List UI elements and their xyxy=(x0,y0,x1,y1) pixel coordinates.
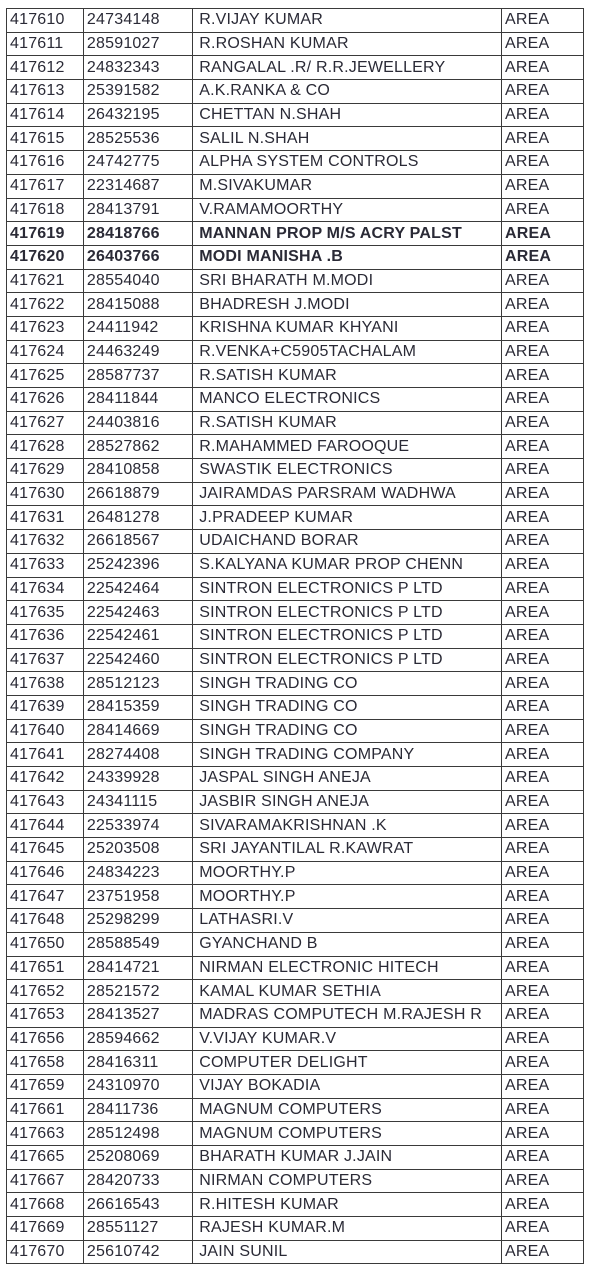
record-id-cell: 417627 xyxy=(7,411,84,435)
name-cell: R.VENKA+C5905TACHALAM xyxy=(193,340,502,364)
record-sheet xyxy=(6,8,584,1264)
table-row xyxy=(7,1146,584,1170)
type-cell: AREA xyxy=(501,1074,583,1098)
type-cell: AREA xyxy=(501,222,583,246)
type-cell: AREA xyxy=(501,1146,583,1170)
name-cell: R.VIJAY KUMAR xyxy=(193,9,502,33)
record-id-cell: 417614 xyxy=(7,103,84,127)
records-table xyxy=(6,8,584,1264)
name-cell: SRI JAYANTILAL R.KAWRAT xyxy=(193,838,502,862)
record-id-cell: 417611 xyxy=(7,32,84,56)
record-id-cell: 417633 xyxy=(7,553,84,577)
phone-number-cell: 28512123 xyxy=(83,672,192,696)
phone-number-cell: 28591027 xyxy=(83,32,192,56)
record-id-cell: 417625 xyxy=(7,364,84,388)
name-cell: NIRMAN COMPUTERS xyxy=(193,1169,502,1193)
record-id-cell: 417648 xyxy=(7,909,84,933)
name-cell: SIVARAMAKRISHNAN .K xyxy=(193,814,502,838)
record-id-cell: 417621 xyxy=(7,269,84,293)
phone-number-cell: 24832343 xyxy=(83,56,192,80)
record-id-cell: 417658 xyxy=(7,1051,84,1075)
name-cell: KAMAL KUMAR SETHIA xyxy=(193,980,502,1004)
name-cell: MOORTHY.P xyxy=(193,861,502,885)
type-cell: AREA xyxy=(501,174,583,198)
record-id-cell: 417635 xyxy=(7,601,84,625)
table-row xyxy=(7,340,584,364)
phone-number-cell: 28527862 xyxy=(83,435,192,459)
record-id-cell: 417668 xyxy=(7,1193,84,1217)
name-cell: ALPHA SYSTEM CONTROLS xyxy=(193,151,502,175)
name-cell: JASBIR SINGH ANEJA xyxy=(193,790,502,814)
table-row xyxy=(7,9,584,33)
table-row xyxy=(7,743,584,767)
type-cell: AREA xyxy=(501,1169,583,1193)
table-row xyxy=(7,245,584,269)
table-row xyxy=(7,790,584,814)
name-cell: R.HITESH KUMAR xyxy=(193,1193,502,1217)
name-cell: RAJESH KUMAR.M xyxy=(193,1217,502,1241)
type-cell: AREA xyxy=(501,838,583,862)
table-row xyxy=(7,56,584,80)
phone-number-cell: 28420733 xyxy=(83,1169,192,1193)
type-cell: AREA xyxy=(501,364,583,388)
name-cell: A.K.RANKA & CO xyxy=(193,80,502,104)
table-row xyxy=(7,482,584,506)
type-cell: AREA xyxy=(501,482,583,506)
phone-number-cell: 26618879 xyxy=(83,482,192,506)
record-id-cell: 417663 xyxy=(7,1122,84,1146)
type-cell: AREA xyxy=(501,648,583,672)
table-row xyxy=(7,1074,584,1098)
type-cell: AREA xyxy=(501,293,583,317)
phone-number-cell: 28588549 xyxy=(83,932,192,956)
phone-number-cell: 23751958 xyxy=(83,885,192,909)
phone-number-cell: 25391582 xyxy=(83,80,192,104)
phone-number-cell: 25242396 xyxy=(83,553,192,577)
name-cell: MAGNUM COMPUTERS xyxy=(193,1122,502,1146)
type-cell: AREA xyxy=(501,269,583,293)
record-id-cell: 417661 xyxy=(7,1098,84,1122)
table-row xyxy=(7,316,584,340)
phone-number-cell: 28410858 xyxy=(83,459,192,483)
phone-number-cell: 28594662 xyxy=(83,1027,192,1051)
record-id-cell: 417643 xyxy=(7,790,84,814)
name-cell: MODI MANISHA .B xyxy=(193,245,502,269)
phone-number-cell: 24310970 xyxy=(83,1074,192,1098)
name-cell: JASPAL SINGH ANEJA xyxy=(193,767,502,791)
phone-number-cell: 28525536 xyxy=(83,127,192,151)
table-row xyxy=(7,411,584,435)
type-cell: AREA xyxy=(501,601,583,625)
table-row xyxy=(7,980,584,1004)
phone-number-cell: 26403766 xyxy=(83,245,192,269)
name-cell: SALIL N.SHAH xyxy=(193,127,502,151)
record-id-cell: 417613 xyxy=(7,80,84,104)
record-id-cell: 417632 xyxy=(7,530,84,554)
table-row xyxy=(7,767,584,791)
table-row xyxy=(7,672,584,696)
name-cell: M.SIVAKUMAR xyxy=(193,174,502,198)
name-cell: MOORTHY.P xyxy=(193,885,502,909)
table-row xyxy=(7,1193,584,1217)
table-row xyxy=(7,601,584,625)
record-id-cell: 417640 xyxy=(7,719,84,743)
phone-number-cell: 28414721 xyxy=(83,956,192,980)
type-cell: AREA xyxy=(501,932,583,956)
table-row xyxy=(7,909,584,933)
type-cell: AREA xyxy=(501,80,583,104)
name-cell: BHADRESH J.MODI xyxy=(193,293,502,317)
type-cell: AREA xyxy=(501,672,583,696)
name-cell: KRISHNA KUMAR KHYANI xyxy=(193,316,502,340)
record-id-cell: 417637 xyxy=(7,648,84,672)
name-cell: R.SATISH KUMAR xyxy=(193,411,502,435)
phone-number-cell: 28413791 xyxy=(83,198,192,222)
type-cell: AREA xyxy=(501,198,583,222)
phone-number-cell: 24734148 xyxy=(83,9,192,33)
phone-number-cell: 28551127 xyxy=(83,1217,192,1241)
table-row xyxy=(7,506,584,530)
name-cell: CHETTAN N.SHAH xyxy=(193,103,502,127)
name-cell: SWASTIK ELECTRONICS xyxy=(193,459,502,483)
name-cell: SINTRON ELECTRONICS P LTD xyxy=(193,648,502,672)
type-cell: AREA xyxy=(501,506,583,530)
table-row xyxy=(7,577,584,601)
phone-number-cell: 24341115 xyxy=(83,790,192,814)
record-id-cell: 417612 xyxy=(7,56,84,80)
type-cell: AREA xyxy=(501,56,583,80)
record-id-cell: 417622 xyxy=(7,293,84,317)
record-id-cell: 417645 xyxy=(7,838,84,862)
table-row xyxy=(7,80,584,104)
type-cell: AREA xyxy=(501,9,583,33)
name-cell: SINGH TRADING CO xyxy=(193,695,502,719)
phone-number-cell: 28414669 xyxy=(83,719,192,743)
phone-number-cell: 28413527 xyxy=(83,1003,192,1027)
record-id-cell: 417669 xyxy=(7,1217,84,1241)
name-cell: BHARATH KUMAR J.JAIN xyxy=(193,1146,502,1170)
phone-number-cell: 28416311 xyxy=(83,1051,192,1075)
type-cell: AREA xyxy=(501,790,583,814)
table-row xyxy=(7,198,584,222)
name-cell: SINTRON ELECTRONICS P LTD xyxy=(193,624,502,648)
type-cell: AREA xyxy=(501,624,583,648)
phone-number-cell: 25610742 xyxy=(83,1240,192,1264)
name-cell: S.KALYANA KUMAR PROP CHENN xyxy=(193,553,502,577)
phone-number-cell: 26616543 xyxy=(83,1193,192,1217)
type-cell: AREA xyxy=(501,1098,583,1122)
record-id-cell: 417656 xyxy=(7,1027,84,1051)
phone-number-cell: 25203508 xyxy=(83,838,192,862)
type-cell: AREA xyxy=(501,151,583,175)
record-id-cell: 417624 xyxy=(7,340,84,364)
record-id-cell: 417659 xyxy=(7,1074,84,1098)
phone-number-cell: 24742775 xyxy=(83,151,192,175)
type-cell: AREA xyxy=(501,695,583,719)
record-id-cell: 417610 xyxy=(7,9,84,33)
record-id-cell: 417628 xyxy=(7,435,84,459)
phone-number-cell: 26432195 xyxy=(83,103,192,127)
table-row xyxy=(7,1027,584,1051)
table-row xyxy=(7,1169,584,1193)
type-cell: AREA xyxy=(501,245,583,269)
name-cell: V.RAMAMOORTHY xyxy=(193,198,502,222)
name-cell: LATHASRI.V xyxy=(193,909,502,933)
name-cell: UDAICHAND BORAR xyxy=(193,530,502,554)
type-cell: AREA xyxy=(501,814,583,838)
phone-number-cell: 28274408 xyxy=(83,743,192,767)
name-cell: R.ROSHAN KUMAR xyxy=(193,32,502,56)
type-cell: AREA xyxy=(501,1003,583,1027)
phone-number-cell: 24411942 xyxy=(83,316,192,340)
type-cell: AREA xyxy=(501,767,583,791)
table-row xyxy=(7,364,584,388)
phone-number-cell: 22542463 xyxy=(83,601,192,625)
type-cell: AREA xyxy=(501,577,583,601)
table-row xyxy=(7,127,584,151)
type-cell: AREA xyxy=(501,553,583,577)
record-id-cell: 417644 xyxy=(7,814,84,838)
type-cell: AREA xyxy=(501,411,583,435)
phone-number-cell: 22314687 xyxy=(83,174,192,198)
type-cell: AREA xyxy=(501,32,583,56)
table-row xyxy=(7,1217,584,1241)
phone-number-cell: 25298299 xyxy=(83,909,192,933)
type-cell: AREA xyxy=(501,743,583,767)
record-id-cell: 417667 xyxy=(7,1169,84,1193)
record-id-cell: 417638 xyxy=(7,672,84,696)
phone-number-cell: 28521572 xyxy=(83,980,192,1004)
type-cell: AREA xyxy=(501,1122,583,1146)
type-cell: AREA xyxy=(501,1217,583,1241)
phone-number-cell: 24339928 xyxy=(83,767,192,791)
type-cell: AREA xyxy=(501,127,583,151)
record-id-cell: 417617 xyxy=(7,174,84,198)
table-row xyxy=(7,174,584,198)
table-row xyxy=(7,1240,584,1264)
table-row xyxy=(7,553,584,577)
phone-number-cell: 28415359 xyxy=(83,695,192,719)
type-cell: AREA xyxy=(501,909,583,933)
type-cell: AREA xyxy=(501,103,583,127)
phone-number-cell: 25208069 xyxy=(83,1146,192,1170)
table-row xyxy=(7,1003,584,1027)
table-row xyxy=(7,151,584,175)
table-row xyxy=(7,459,584,483)
phone-number-cell: 26481278 xyxy=(83,506,192,530)
phone-number-cell: 22542464 xyxy=(83,577,192,601)
name-cell: NIRMAN ELECTRONIC HITECH xyxy=(193,956,502,980)
phone-number-cell: 24403816 xyxy=(83,411,192,435)
type-cell: AREA xyxy=(501,530,583,554)
type-cell: AREA xyxy=(501,340,583,364)
name-cell: R.SATISH KUMAR xyxy=(193,364,502,388)
table-row xyxy=(7,624,584,648)
phone-number-cell: 22542461 xyxy=(83,624,192,648)
name-cell: SINTRON ELECTRONICS P LTD xyxy=(193,601,502,625)
record-id-cell: 417670 xyxy=(7,1240,84,1264)
record-id-cell: 417631 xyxy=(7,506,84,530)
table-row xyxy=(7,269,584,293)
record-id-cell: 417646 xyxy=(7,861,84,885)
phone-number-cell: 28418766 xyxy=(83,222,192,246)
table-row xyxy=(7,932,584,956)
type-cell: AREA xyxy=(501,980,583,1004)
type-cell: AREA xyxy=(501,1051,583,1075)
record-id-cell: 417642 xyxy=(7,767,84,791)
table-row xyxy=(7,695,584,719)
phone-number-cell: 28415088 xyxy=(83,293,192,317)
phone-number-cell: 22533974 xyxy=(83,814,192,838)
name-cell: JAIN SUNIL xyxy=(193,1240,502,1264)
record-id-cell: 417641 xyxy=(7,743,84,767)
phone-number-cell: 28587737 xyxy=(83,364,192,388)
table-row xyxy=(7,956,584,980)
record-id-cell: 417636 xyxy=(7,624,84,648)
name-cell: SINGH TRADING CO xyxy=(193,672,502,696)
type-cell: AREA xyxy=(501,435,583,459)
table-row xyxy=(7,293,584,317)
record-id-cell: 417665 xyxy=(7,1146,84,1170)
table-row xyxy=(7,885,584,909)
name-cell: GYANCHAND B xyxy=(193,932,502,956)
record-id-cell: 417619 xyxy=(7,222,84,246)
name-cell: MADRAS COMPUTECH M.RAJESH R xyxy=(193,1003,502,1027)
name-cell: SINGH TRADING CO xyxy=(193,719,502,743)
table-row xyxy=(7,435,584,459)
name-cell: RANGALAL .R/ R.R.JEWELLERY xyxy=(193,56,502,80)
table-row xyxy=(7,814,584,838)
table-row xyxy=(7,1051,584,1075)
record-id-cell: 417639 xyxy=(7,695,84,719)
record-id-cell: 417652 xyxy=(7,980,84,1004)
record-id-cell: 417650 xyxy=(7,932,84,956)
type-cell: AREA xyxy=(501,885,583,909)
name-cell: COMPUTER DELIGHT xyxy=(193,1051,502,1075)
name-cell: MAGNUM COMPUTERS xyxy=(193,1098,502,1122)
record-id-cell: 417626 xyxy=(7,388,84,412)
type-cell: AREA xyxy=(501,719,583,743)
table-row xyxy=(7,530,584,554)
name-cell: J.PRADEEP KUMAR xyxy=(193,506,502,530)
record-id-cell: 417647 xyxy=(7,885,84,909)
record-id-cell: 417616 xyxy=(7,151,84,175)
type-cell: AREA xyxy=(501,388,583,412)
phone-number-cell: 24463249 xyxy=(83,340,192,364)
type-cell: AREA xyxy=(501,1240,583,1264)
record-id-cell: 417615 xyxy=(7,127,84,151)
phone-number-cell: 28512498 xyxy=(83,1122,192,1146)
name-cell: MANCO ELECTRONICS xyxy=(193,388,502,412)
record-id-cell: 417634 xyxy=(7,577,84,601)
type-cell: AREA xyxy=(501,316,583,340)
table-row xyxy=(7,1098,584,1122)
phone-number-cell: 24834223 xyxy=(83,861,192,885)
table-row xyxy=(7,838,584,862)
type-cell: AREA xyxy=(501,1027,583,1051)
record-id-cell: 417653 xyxy=(7,1003,84,1027)
table-row xyxy=(7,719,584,743)
phone-number-cell: 22542460 xyxy=(83,648,192,672)
type-cell: AREA xyxy=(501,459,583,483)
record-id-cell: 417623 xyxy=(7,316,84,340)
name-cell: JAIRAMDAS PARSRAM WADHWA xyxy=(193,482,502,506)
record-id-cell: 417630 xyxy=(7,482,84,506)
name-cell: R.MAHAMMED FAROOQUE xyxy=(193,435,502,459)
phone-number-cell: 26618567 xyxy=(83,530,192,554)
type-cell: AREA xyxy=(501,956,583,980)
type-cell: AREA xyxy=(501,1193,583,1217)
records-table-body xyxy=(7,9,584,1264)
phone-number-cell: 28411844 xyxy=(83,388,192,412)
name-cell: V.VIJAY KUMAR.V xyxy=(193,1027,502,1051)
record-id-cell: 417651 xyxy=(7,956,84,980)
table-row xyxy=(7,103,584,127)
table-row xyxy=(7,222,584,246)
name-cell: SINGH TRADING COMPANY xyxy=(193,743,502,767)
table-row xyxy=(7,1122,584,1146)
name-cell: MANNAN PROP M/S ACRY PALST xyxy=(193,222,502,246)
table-row xyxy=(7,32,584,56)
table-row xyxy=(7,388,584,412)
table-row xyxy=(7,648,584,672)
name-cell: VIJAY BOKADIA xyxy=(193,1074,502,1098)
name-cell: SINTRON ELECTRONICS P LTD xyxy=(193,577,502,601)
record-id-cell: 417618 xyxy=(7,198,84,222)
table-row xyxy=(7,861,584,885)
phone-number-cell: 28554040 xyxy=(83,269,192,293)
name-cell: SRI BHARATH M.MODI xyxy=(193,269,502,293)
record-id-cell: 417629 xyxy=(7,459,84,483)
type-cell: AREA xyxy=(501,861,583,885)
record-id-cell: 417620 xyxy=(7,245,84,269)
phone-number-cell: 28411736 xyxy=(83,1098,192,1122)
